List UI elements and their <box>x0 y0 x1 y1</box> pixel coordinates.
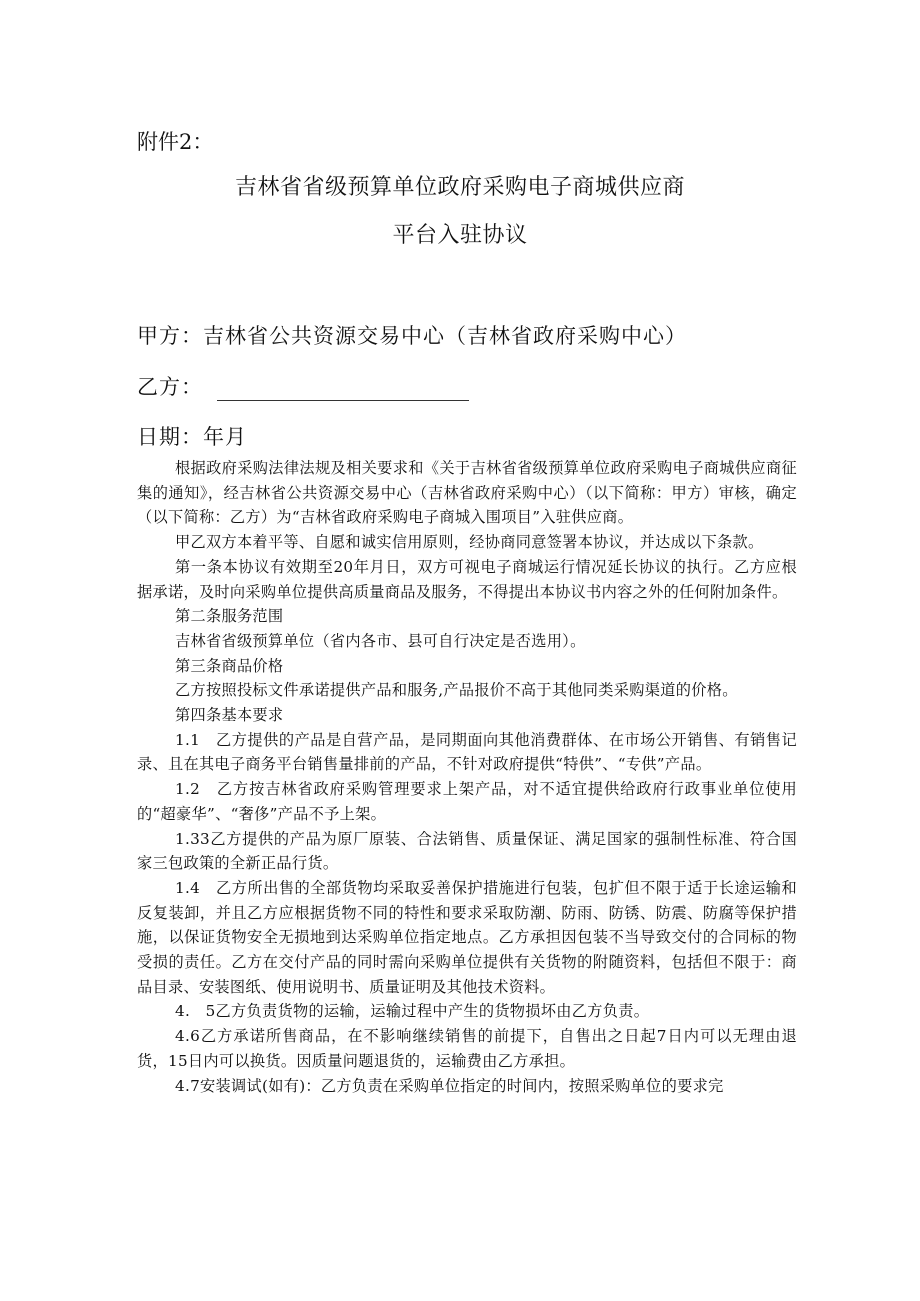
paragraph: 吉林省省级预算单位（省内各市、县可自行决定是否选用）。 <box>175 631 586 650</box>
section-heading: 第二条服务范围 <box>175 607 284 626</box>
agreement-date: 日期：年月 <box>137 425 247 449</box>
agreement-body <box>137 456 797 1098</box>
section-heading: 第三条商品价格 <box>175 656 284 675</box>
clause: 1.4 乙方所出售的全部货物均采取妥善保护措施进行包装，包扩但不限于适于长途运输和反复装卸，并且乙方应根据货物不同的特性和要求采取防潮、防雨、防锈、防震、防腐等保护措施，以保证货物安全无损地到达采购单位指定地点。乙方承担因包装不当导致交付的合同标的物受损的责任。乙方在交付产品的同时需向采购单位提供有关货物的附随资料，包括但不限于：商品目录、安装图纸、使用说明书、质量证明及其他技术资料。 <box>137 878 797 996</box>
clause: 4.7安装调试(如有)：乙方负责在采购单位指定的时间内，按照采购单位的要求完 <box>175 1076 724 1095</box>
paragraph: 甲乙双方本着平等、自愿和诚实信用原则，经协商同意签署本协议，并达成以下条款。 <box>175 533 764 552</box>
party-b <box>137 371 469 401</box>
paragraph: 第一条本协议有效期至20年月日，双方可视电子商城运行情况延长协议的执行。乙方应根据承诺，及时向采购单位提供高质量商品及服务，不得提出本协议书内容之外的任何附加条件。 <box>137 557 797 601</box>
document-title-line-2: 平台入驻协议 <box>392 223 528 248</box>
clause: 1.1 乙方提供的产品是自营产品，是同期面向其他消费群体、在市场公开销售、有销售记录、且在其电子商务平台销售量排前的产品，不针对政府提供“特供”、“专供”产品。 <box>137 730 797 774</box>
document-title-line-1: 吉林省省级预算单位政府采购电子商城供应商 <box>234 175 685 200</box>
clause: 1.2 乙方按吉林省政府采购管理要求上架产品，对不适宜提供给政府行政事业单位使用的“超豪华”、“奢侈”产品不予上架。 <box>137 780 797 823</box>
clause: 1.33乙方提供的产品为原厂原装、合法销售、质量保证、满足国家的强制性标准、符合国家三包政策的全新正品行货。 <box>137 829 797 873</box>
party-b-label: 乙方： <box>137 375 203 399</box>
paragraph: 根据政府采购法律法规及相关要求和《关于吉林省省级预算单位政府采购电子商城供应商征集的通知》，经吉林省公共资源交易中心（吉林省政府采购中心）（以下简称：甲方）审核，确定（以下简称：乙方）为“吉林省政府采购电子商城入围项目”入驻供应商。 <box>137 459 797 527</box>
clause: 4.6乙方承诺所售商品，在不影响继续销售的前提下，自售出之日起7日内可以无理由退货，15日内可以换货。因质量问题退货的，运输费由乙方承担。 <box>137 1027 797 1070</box>
party-b-blank-line <box>217 380 469 401</box>
clause: 4. 5乙方负责货物的运输，运输过程中产生的货物损坏由乙方负责。 <box>175 1002 650 1021</box>
paragraph: 乙方按照投标文件承诺提供产品和服务,产品报价不高于其他同类采购渠道的价格。 <box>175 681 738 700</box>
attachment-label: 附件2： <box>137 130 214 154</box>
section-heading: 第四条基本要求 <box>175 706 284 725</box>
party-a: 甲方：吉林省公共资源交易中心（吉林省政府采购中心） <box>137 324 687 348</box>
